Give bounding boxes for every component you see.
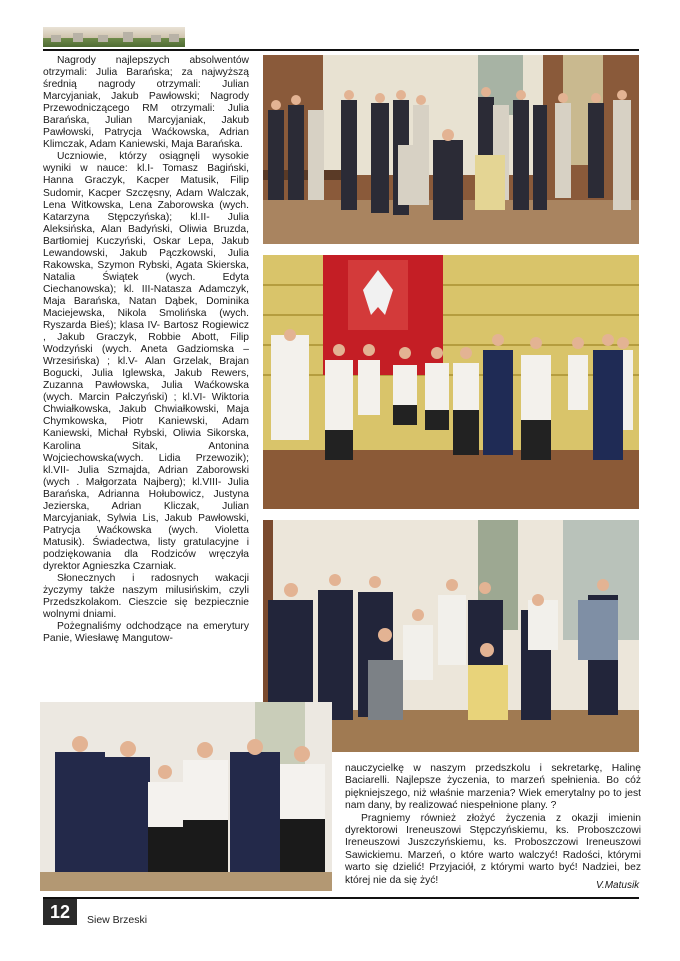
paragraph-preschool-wishes: Słonecznych i radosnych wakacji życzymy także naszym milusińskim, czyli Przedszkolakom. Cieszcie się bezpiecznie wolnymi dniami. xyxy=(43,573,249,621)
author-signature: V.Matusik xyxy=(596,880,640,891)
paragraph-graduate-awards: Nagrody najlepszych absolwentów otrzymali: Julia Barańska; za najwyższą średnią nagrody otrzymali: Julian Marcyjaniak, Jakub Pawłowski; Nagrody Przewodniczącego RM otrzymali: Julia Barańska, Julian Marcyjaniak, Jakub Pawłowski, Patrycja Waćkowska, Adrian Klimczak, Adam Kaniewski, Maja Barańska. xyxy=(43,55,249,151)
group-photo-graduates xyxy=(40,702,332,891)
footer-rule xyxy=(43,897,639,899)
paragraph-name-day-wishes: Pragniemy również złożyć życzenia z okazji imienin dyrektorowi Ireneuszowi Stępczyńskiemu, ks. Proboszczowi Ireneuszowi Juszczyńskiemu, ks. Proboszczowi Ireneuszowi Sawickiemu. Marzeń, o które warto walczyć! Radości, którymi warto się dzielić! Przyjaciół, z którymi warto być! Nadziei, bez której nie da się żyć! xyxy=(345,812,641,886)
village-banner-image xyxy=(43,27,185,47)
article-left-column xyxy=(43,55,249,645)
header-rule xyxy=(43,49,639,51)
paragraph-retirement: Pożegnaliśmy odchodzące na emerytury Panie, Wiesławę Mangutow- xyxy=(43,621,249,645)
paragraph-top-students: Uczniowie, którzy osiągnęli wysokie wyniki w nauce: kl.I- Tomasz Bagiński, Hanna Graczyk, Kacper Matusik, Filip Sudomir, Kacper Szczęsny, Adam Walczak, Lena Witkowska, Lena Zaborowska (wych. Katarzyna Stępczyńska); kl.II- Julia Aleksińska, Alan Badyński, Oliwia Bruzda, Bartłomiej Kuczyński, Oskar Lepa, Jakub Lewandowski, Jakub Pączkowski, Julia Rakowska, Szymon Rybski, Agata Skierska, Natalia Świątek (wych. Edyta Ciechanowska); kl. III-Natasza Adamczyk, Maja Barańska, Natan Dąbek, Dominika Maciejewska, Nikola Smolińska (wych. Ryszarda Bieś); klasa IV- Bartosz Rogiewicz , Jakub Graczyk, Robbie Abott, Filip Wodzyński (wych. Aneta Gadziomska – Wrzesińska) ; kl.V- Alan Grzelak, Brajan Bogucki, Julia Iglewska, Jakub Rewers, Zuzanna Pawłowska, Julia Waćkowska (wych. Marcin Pałczyński) ; kl.VI- Wiktoria Chwiałkowska, Jakub Chwiałkowski, Maja Chymkowska, Piotr Kaniewski, Adam Kaniewski, Michał Rybski, Oliwia Sikorska, Karolina Sitak, Antonina Wojciechowska(wych. Lidia Przewozik); kl.VII- Julia Szmajda, Adrian Zaborowski (wych . Małgorzata Najberg); kl.VIII- Julia Barańska, Adrianna Hołubowicz, Justyna Jezierska, Adrian Kliczak, Julian Marcyjaniak, Sylwia Lis, Jakub Pawłowski, Patrycja Waćkowska (wych. Violetta Matusik). Świadectwa, listy gratulacyjne i podziękowania dla Rodziców wręczyła dyrektor Agnieszka Czarniak. xyxy=(43,151,249,572)
group-photo-award-ceremony xyxy=(263,55,639,244)
group-photo-students-flag xyxy=(263,255,639,509)
paragraph-retirement-continued: nauczycielkę w naszym przedszkolu i sekretarkę, Halinę Baciarelli. Najlepsze życzenia, to marzeń spełnienia. Bo cóż piękniejszego, niż właśnie marzenia? Wiek emerytalny po to jest nam dany, by realizować niespełnione plany. ? xyxy=(345,763,641,812)
publication-name: Siew Brzeski xyxy=(87,914,148,926)
article-bottom-text xyxy=(345,763,641,887)
page-number: 12 xyxy=(43,899,77,925)
